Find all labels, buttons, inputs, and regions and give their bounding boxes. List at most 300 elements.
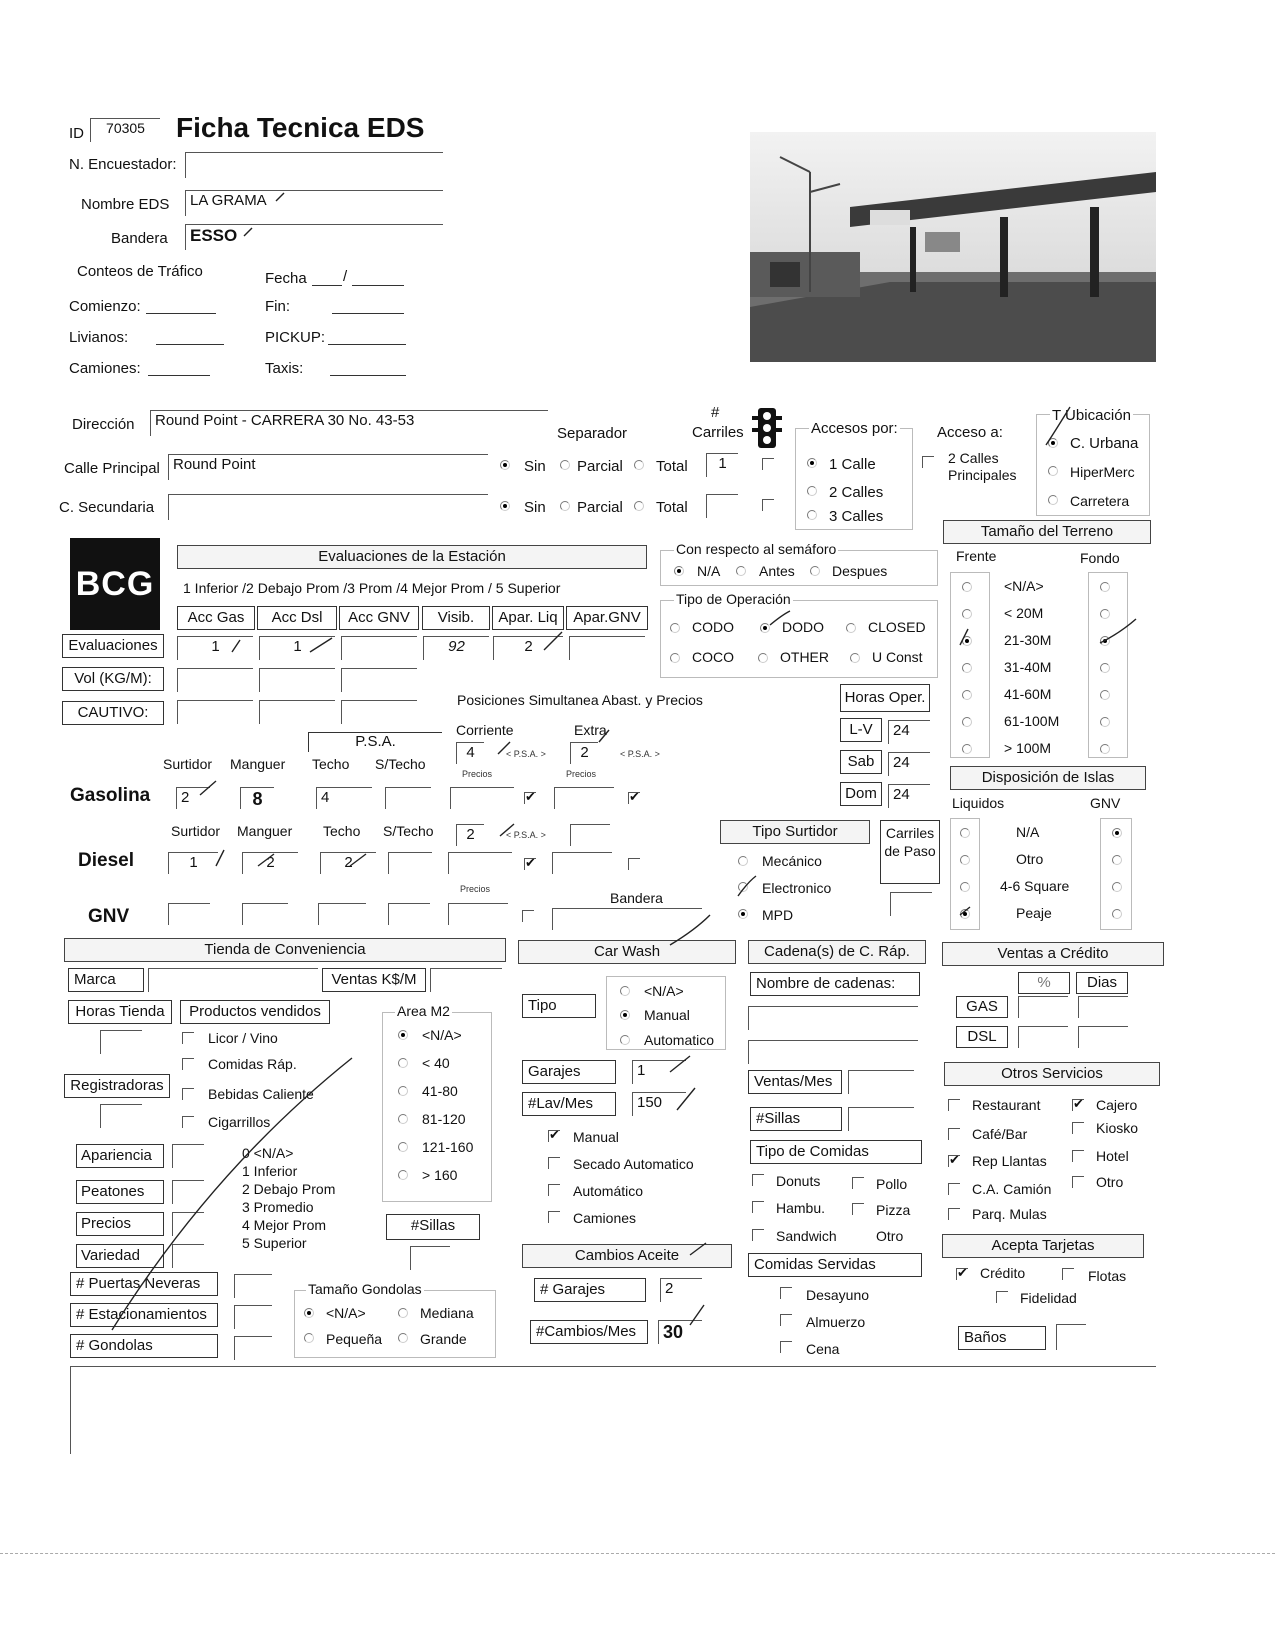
- puertas-label: # Puertas Neveras: [70, 1272, 218, 1296]
- tienda-eval-field-1[interactable]: [172, 1180, 204, 1204]
- sep-total-label-2: Total: [656, 499, 688, 516]
- puertas-field[interactable]: [234, 1274, 272, 1298]
- gondola-grande-radio[interactable]: [398, 1333, 408, 1343]
- tarjeta-fidelidad-check[interactable]: [996, 1291, 1008, 1303]
- tienda-eval-label-0: Apariencia: [76, 1144, 164, 1168]
- col-acc-dsl: Acc Dsl: [257, 606, 337, 630]
- tienda-sillas-field[interactable]: [410, 1246, 450, 1270]
- comida-check-4[interactable]: [752, 1229, 764, 1241]
- carwash-na-label: <N/A>: [644, 983, 684, 999]
- tienda-scale-1: 1 Inferior: [242, 1163, 298, 1179]
- aceite-garajes-field[interactable]: 2: [660, 1278, 702, 1302]
- calle-secundaria-label: C. Secundaria: [59, 499, 155, 516]
- acceso-a-check[interactable]: [922, 456, 934, 468]
- gondolas-size-title: Tamaño Gondolas: [308, 1281, 422, 1297]
- otros-label-5: Hotel: [1096, 1148, 1129, 1164]
- sep-parcial-label: Parcial: [577, 458, 623, 475]
- direccion-label: Dirección: [72, 416, 135, 433]
- otros-check-1[interactable]: [1072, 1099, 1084, 1111]
- op-uconst-radio[interactable]: [850, 653, 860, 663]
- area-title: Area M2: [397, 1003, 450, 1019]
- gas-extra-check[interactable]: [628, 792, 640, 804]
- area-option-1: < 40: [422, 1055, 450, 1071]
- otros-check-6[interactable]: [948, 1183, 960, 1195]
- cautivo-gnv-field[interactable]: [341, 700, 417, 724]
- estacionamientos-field[interactable]: [234, 1305, 272, 1329]
- op-dodo-label: DODO: [782, 619, 824, 635]
- aceite-cambios-label: #Cambios/Mes: [530, 1320, 648, 1344]
- tarjeta-credito-label: Crédito: [980, 1265, 1026, 1281]
- corriente-psa-field[interactable]: 4: [456, 742, 484, 764]
- otros-label-6: C.A. Camión: [972, 1181, 1052, 1197]
- gnv-precio-check[interactable]: [522, 910, 534, 922]
- gas-techo-field[interactable]: 4: [316, 787, 372, 809]
- credito-dsl-pct-field[interactable]: [1018, 1026, 1068, 1048]
- id-field[interactable]: 70305: [90, 118, 160, 142]
- islas-gnv-label: GNV: [1090, 795, 1121, 811]
- sep-secundaria-sin-radio[interactable]: [500, 501, 510, 511]
- terreno-frente-radio-1[interactable]: [962, 609, 972, 619]
- gondolas-label: # Gondolas: [70, 1334, 218, 1358]
- servida-label-1: Almuerzo: [806, 1314, 866, 1330]
- nombre-eds-label: Nombre EDS: [81, 196, 170, 213]
- bandera-label: Bandera: [111, 230, 168, 247]
- acceso-1calle-radio[interactable]: [807, 458, 817, 468]
- producto-check-0[interactable]: [182, 1032, 194, 1044]
- cadenas-title: Cadena(s) de C. Ráp.: [748, 940, 926, 964]
- cadenas-sillas-field[interactable]: [848, 1107, 914, 1131]
- ubicacion-urbana-label: C. Urbana: [1070, 435, 1139, 452]
- sep-secundaria-parcial-radio[interactable]: [560, 501, 570, 511]
- carriles-secundaria-field[interactable]: [706, 494, 738, 518]
- gas-precio-extra-field[interactable]: [554, 787, 614, 809]
- livianos-label: Livianos:: [69, 329, 129, 346]
- gondolas-field[interactable]: [234, 1336, 272, 1360]
- registradoras-label: Registradoras: [64, 1074, 170, 1098]
- gondolas-size-group: [294, 1290, 496, 1358]
- horas-sab-field[interactable]: 24: [888, 752, 930, 776]
- carriles-principal-check[interactable]: [762, 458, 774, 470]
- cautivo-gas-field[interactable]: [177, 700, 253, 724]
- ubicacion-title: T Ubicación: [1052, 407, 1131, 424]
- dsl-techo-field[interactable]: 2: [320, 852, 376, 874]
- servida-check-2[interactable]: [780, 1341, 792, 1353]
- nombre-eds-field[interactable]: LA GRAMA: [185, 190, 443, 216]
- tienda-eval-field-3[interactable]: [172, 1244, 204, 1268]
- otros-label-7: Otro: [1096, 1174, 1124, 1190]
- ubicacion-urbana-radio[interactable]: [1048, 438, 1058, 448]
- extra-psa-label: < P.S.A. >: [620, 749, 660, 759]
- tienda-scale-4: 4 Mejor Prom: [242, 1217, 327, 1233]
- cadenas-nombre-field-1[interactable]: [748, 1006, 918, 1030]
- terreno-fondo-radio-4[interactable]: [1100, 690, 1110, 700]
- tarjeta-fidelidad-label: Fidelidad: [1020, 1290, 1077, 1306]
- carwash-auto-radio[interactable]: [620, 1035, 630, 1045]
- terreno-fondo-radio-3[interactable]: [1100, 663, 1110, 673]
- islas-gnv-radio-1[interactable]: [1112, 855, 1122, 865]
- tarjeta-flotas-check[interactable]: [1062, 1268, 1074, 1280]
- horas-dom-field[interactable]: 24: [888, 784, 930, 808]
- credito-gas-pct-field[interactable]: [1018, 996, 1068, 1018]
- dsl-surtidor-field[interactable]: 1: [168, 852, 218, 874]
- producto-check-2[interactable]: [182, 1088, 194, 1100]
- tarjeta-credito-check[interactable]: [956, 1268, 968, 1280]
- credito-pct-label: %: [1018, 972, 1070, 994]
- producto-label-2: Bebidas Caliente: [208, 1086, 314, 1102]
- islas-liq-radio-3[interactable]: [960, 909, 970, 919]
- gnv-precio-field[interactable]: [448, 903, 508, 925]
- diesel-psa-field[interactable]: 2: [456, 824, 484, 846]
- gondola-pequena-radio[interactable]: [304, 1333, 314, 1343]
- terreno-frente-radio-4[interactable]: [962, 690, 972, 700]
- otros-check-5[interactable]: [1072, 1150, 1084, 1162]
- sep-principal-parcial-radio[interactable]: [560, 460, 570, 470]
- terreno-frente-radio-3[interactable]: [962, 663, 972, 673]
- acceso-1calle-label: 1 Calle: [829, 456, 876, 473]
- tarjeta-flotas-label: Flotas: [1088, 1268, 1127, 1284]
- surtidor-electronico-label: Electronico: [762, 880, 832, 896]
- dsl-manguer-field[interactable]: 2: [242, 852, 298, 874]
- posiciones-title: Posiciones Simultanea Abast. y Precios: [457, 692, 703, 708]
- eval-visib-field[interactable]: 92: [423, 636, 489, 660]
- servida-label-0: Desayuno: [806, 1287, 870, 1303]
- acceso-3calles-radio[interactable]: [807, 510, 817, 520]
- pickup-label: PICKUP:: [265, 329, 326, 346]
- area-radio-5[interactable]: [398, 1170, 408, 1180]
- cadenas-ventas-field[interactable]: [848, 1070, 914, 1094]
- otros-label-1: Cajero: [1096, 1097, 1138, 1113]
- islas-gnv-radio-2[interactable]: [1112, 882, 1122, 892]
- comida-check-3[interactable]: [852, 1203, 864, 1215]
- carriles-principal-field[interactable]: 1: [706, 453, 738, 477]
- semaforo-antes-radio[interactable]: [736, 566, 746, 576]
- calle-principal-label: Calle Principal: [64, 460, 160, 477]
- servida-check-0[interactable]: [780, 1287, 792, 1299]
- comida-check-0[interactable]: [752, 1174, 764, 1186]
- islas-gnv-radio-3[interactable]: [1112, 909, 1122, 919]
- tienda-eval-field-0[interactable]: [172, 1144, 204, 1168]
- terreno-fondo-label: Fondo: [1080, 550, 1120, 566]
- banos-field[interactable]: [1056, 1324, 1086, 1350]
- credito-title: Ventas a Crédito: [942, 942, 1164, 966]
- ubicacion-carretera-radio[interactable]: [1048, 495, 1058, 505]
- gasolina-label: Gasolina: [70, 785, 151, 806]
- terreno-option-1: < 20M: [1004, 605, 1044, 621]
- cadenas-nombre-field-2[interactable]: [748, 1040, 918, 1064]
- gas-corriente-check[interactable]: [524, 792, 536, 804]
- lav-mes-field[interactable]: 150: [632, 1092, 686, 1116]
- terreno-option-5: 61-100M: [1004, 713, 1060, 729]
- gnv-surtidor-field[interactable]: [168, 903, 210, 925]
- carwash-service-label-0: Manual: [573, 1129, 619, 1145]
- carwash-service-check-3[interactable]: [548, 1211, 560, 1223]
- semaforo-despues-label: Despues: [832, 563, 888, 579]
- area-option-4: 121-160: [422, 1139, 474, 1155]
- horas-dom-label: Dom: [840, 782, 882, 806]
- comida-label-4: Sandwich: [776, 1228, 837, 1244]
- otros-label-0: Restaurant: [972, 1097, 1041, 1113]
- eval-apar-liq-field[interactable]: 2: [493, 636, 563, 660]
- aceite-cambios-field[interactable]: 30: [658, 1320, 702, 1344]
- direccion-field[interactable]: Round Point - CARRERA 30 No. 43-53: [150, 410, 548, 436]
- terreno-option-4: 41-60M: [1004, 686, 1052, 702]
- terreno-fondo-radio-5[interactable]: [1100, 717, 1110, 727]
- garajes-label: Garajes: [522, 1060, 616, 1084]
- gas-stecho-col: S/Techo: [375, 756, 426, 772]
- evaluaciones-title: Evaluaciones de la Estación: [177, 545, 647, 569]
- islas-liq-radio-0[interactable]: [960, 828, 970, 838]
- gas-precio-corriente-field[interactable]: [450, 787, 514, 809]
- ubicacion-hipermerc-radio[interactable]: [1048, 466, 1058, 476]
- gas-techo-col: Techo: [312, 756, 350, 772]
- producto-label-3: Cigarrillos: [208, 1114, 271, 1130]
- carwash-manual-radio[interactable]: [620, 1010, 630, 1020]
- calle-secundaria-field[interactable]: [168, 494, 488, 520]
- otros-check-8[interactable]: [948, 1208, 960, 1220]
- row-vol: Vol (KG/M):: [62, 667, 164, 691]
- eval-acc-gnv-field[interactable]: [341, 636, 417, 660]
- op-other-label: OTHER: [780, 649, 829, 665]
- terreno-option-3: 31-40M: [1004, 659, 1052, 675]
- terreno-frente-radio-6[interactable]: [962, 744, 972, 754]
- carriles-secundaria-check[interactable]: [762, 499, 774, 511]
- carwash-service-label-1: Secado Automatico: [573, 1156, 694, 1172]
- area-option-0: <N/A>: [422, 1027, 462, 1043]
- dsl-precio2-check[interactable]: [628, 858, 640, 870]
- islas-title: Disposición de Islas: [950, 766, 1146, 790]
- eval-acc-dsl-field[interactable]: 1: [259, 636, 335, 660]
- credito-gas-dias-field[interactable]: [1078, 996, 1128, 1018]
- vol-gnv-field[interactable]: [341, 668, 417, 692]
- eval-acc-gas-field[interactable]: 1: [177, 636, 253, 660]
- extra-label: Extra: [574, 722, 607, 738]
- carwash-tipo-label: Tipo: [522, 994, 596, 1018]
- op-other-radio[interactable]: [758, 653, 768, 663]
- terreno-option-0: <N/A>: [1004, 578, 1044, 594]
- lav-mes-label: #Lav/Mes: [522, 1092, 616, 1116]
- credito-dsl-label: DSL: [956, 1026, 1008, 1048]
- tienda-sillas-label: #Sillas: [386, 1214, 480, 1240]
- surtidor-mecanico-radio[interactable]: [738, 856, 748, 866]
- carwash-service-check-1[interactable]: [548, 1157, 560, 1169]
- extra-psa-field[interactable]: 2: [570, 742, 598, 764]
- tienda-eval-label-1: Peatones: [76, 1180, 164, 1204]
- encuestador-field[interactable]: [185, 152, 443, 178]
- fuel-bandera-field[interactable]: [552, 908, 702, 930]
- otros-title: Otros Servicios: [944, 1062, 1160, 1086]
- corriente-psa-label: < P.S.A. >: [506, 749, 546, 759]
- comida-check-2[interactable]: [752, 1201, 764, 1213]
- operacion-title: Tipo de Operación: [676, 591, 791, 607]
- horas-lv-label: L-V: [840, 718, 882, 742]
- area-radio-1[interactable]: [398, 1058, 408, 1068]
- tarjetas-title: Acepta Tarjetas: [942, 1234, 1144, 1258]
- otros-check-2[interactable]: [948, 1128, 960, 1140]
- id-label: ID: [69, 125, 84, 142]
- terreno-frente-radio-5[interactable]: [962, 717, 972, 727]
- gnv-label: GNV: [88, 906, 130, 927]
- carriles-paso-field[interactable]: [890, 892, 932, 916]
- evaluaciones-scale: 1 Inferior /2 Debajo Prom /3 Prom /4 Mejor Prom / 5 Superior: [183, 580, 561, 596]
- op-dodo-radio[interactable]: [760, 623, 770, 633]
- separador-label: Separador: [557, 425, 628, 442]
- terreno-fondo-radio-6[interactable]: [1100, 744, 1110, 754]
- traffic-light-icon: [752, 408, 782, 448]
- gas-surtidor-col: Surtidor: [163, 756, 213, 772]
- surtidor-title: Tipo Surtidor: [720, 820, 870, 844]
- area-option-3: 81-120: [422, 1111, 466, 1127]
- gondola-grande-label: Grande: [420, 1331, 467, 1347]
- semaforo-na-radio[interactable]: [674, 566, 684, 576]
- otros-check-0[interactable]: [948, 1099, 960, 1111]
- gas-stecho-field[interactable]: [385, 787, 431, 809]
- bcg-logo: BCG: [70, 538, 160, 630]
- op-codo-radio[interactable]: [670, 623, 680, 633]
- cautivo-dsl-field[interactable]: [259, 700, 335, 724]
- op-closed-label: CLOSED: [868, 619, 926, 635]
- horas-tienda-field[interactable]: [100, 1030, 142, 1054]
- carwash-service-check-0[interactable]: [548, 1130, 560, 1142]
- fecha-label: Fecha: [265, 270, 307, 287]
- diesel-label: Diesel: [78, 850, 134, 871]
- carwash-service-label-3: Camiones: [573, 1210, 637, 1226]
- acceso-3calles-label: 3 Calles: [829, 508, 884, 525]
- row-evaluaciones: Evaluaciones: [62, 634, 164, 658]
- calle-principal-field[interactable]: Round Point: [168, 454, 488, 480]
- sep-secundaria-total-radio[interactable]: [634, 501, 644, 511]
- producto-check-1[interactable]: [182, 1058, 194, 1070]
- fuel-bandera-label: Bandera: [610, 890, 663, 906]
- surtidor-mpd-radio[interactable]: [738, 909, 748, 919]
- gondola-na-radio[interactable]: [304, 1308, 314, 1318]
- area-radio-3[interactable]: [398, 1114, 408, 1124]
- tienda-scale-0: 0 <N/A>: [242, 1145, 294, 1161]
- tienda-title: Tienda de Conveniencia: [64, 938, 506, 962]
- semaforo-title: Con respecto al semáforo: [676, 541, 837, 557]
- op-uconst-label: U Const: [872, 649, 923, 665]
- dsl-precio2-field[interactable]: [552, 852, 612, 874]
- camiones-label: Camiones:: [69, 360, 141, 377]
- estacionamientos-label: # Estacionamientos: [70, 1303, 218, 1327]
- carriles-paso-label: Carriles de Paso: [880, 820, 940, 884]
- dsl-precio-check[interactable]: [524, 858, 536, 870]
- sep-principal-sin-radio[interactable]: [500, 460, 510, 470]
- acceso-2calles-radio[interactable]: [807, 486, 817, 496]
- dsl-stecho-field[interactable]: [388, 852, 432, 874]
- gondola-mediana-radio[interactable]: [398, 1308, 408, 1318]
- gnv-techo-field[interactable]: [318, 903, 366, 925]
- semaforo-despues-radio[interactable]: [810, 566, 820, 576]
- tienda-eval-label-3: Variedad: [76, 1244, 164, 1268]
- col-acc-gnv: Acc GNV: [339, 606, 419, 630]
- psa-header: P.S.A.: [308, 732, 442, 752]
- terreno-frente-radio-0[interactable]: [962, 582, 972, 592]
- otros-check-7[interactable]: [1072, 1176, 1084, 1188]
- gas-surtidor-field[interactable]: 2: [176, 787, 210, 809]
- diesel-psa-label: < P.S.A. >: [506, 830, 546, 840]
- tienda-scale-3: 3 Promedio: [242, 1199, 314, 1215]
- acceso-2calles-label: 2 Calles: [829, 484, 884, 501]
- gas-manguer-field[interactable]: 8: [240, 787, 274, 809]
- marca-field[interactable]: [148, 968, 318, 992]
- comida-check-1[interactable]: [852, 1177, 864, 1189]
- area-option-5: > 160: [422, 1167, 458, 1183]
- area-radio-0[interactable]: [398, 1030, 408, 1040]
- op-coco-radio[interactable]: [670, 653, 680, 663]
- gondola-na-label: <N/A>: [326, 1305, 366, 1321]
- area-radio-4[interactable]: [398, 1142, 408, 1152]
- horas-tienda-label: Horas Tienda: [68, 1000, 172, 1024]
- cadenas-ventas-label: Ventas/Mes: [748, 1070, 842, 1094]
- gnv-stecho-field[interactable]: [388, 903, 430, 925]
- gnv-manguer-field[interactable]: [242, 903, 288, 925]
- producto-check-3[interactable]: [182, 1116, 194, 1128]
- otros-check-4[interactable]: [948, 1155, 960, 1167]
- aceite-title: Cambios Aceite: [522, 1244, 732, 1268]
- dsl-stecho-col: S/Techo: [383, 823, 434, 839]
- registradoras-field[interactable]: [100, 1104, 142, 1128]
- comida-label-5: Otro: [876, 1228, 904, 1244]
- accesos-title: Accesos por:: [811, 420, 898, 437]
- credito-dsl-dias-field[interactable]: [1078, 1026, 1128, 1048]
- carwash-manual-label: Manual: [644, 1007, 690, 1023]
- vol-gas-field[interactable]: [177, 668, 253, 692]
- islas-liq-radio-2[interactable]: [960, 882, 970, 892]
- islas-gnv-radio-0[interactable]: [1112, 828, 1122, 838]
- terreno-option-2: 21-30M: [1004, 632, 1052, 648]
- terreno-fondo-radio-1[interactable]: [1100, 609, 1110, 619]
- terreno-fondo-radio-0[interactable]: [1100, 582, 1110, 592]
- bandera-field[interactable]: ESSO: [185, 224, 443, 250]
- otros-check-3[interactable]: [1072, 1122, 1084, 1134]
- terreno-frente-radio-2[interactable]: [962, 636, 972, 646]
- servida-check-1[interactable]: [780, 1314, 792, 1326]
- eval-apar-gnv-field[interactable]: [569, 636, 645, 660]
- vol-dsl-field[interactable]: [259, 668, 335, 692]
- otros-label-4: Rep Llantas: [972, 1153, 1047, 1169]
- semaforo-na-label: N/A: [697, 563, 721, 579]
- tienda-eval-field-2[interactable]: [172, 1212, 204, 1236]
- notes-field[interactable]: [70, 1366, 1156, 1454]
- marca-label: Marca: [68, 968, 144, 992]
- islas-liq-radio-1[interactable]: [960, 855, 970, 865]
- horas-lv-field[interactable]: 24: [888, 720, 930, 744]
- diesel-psa-extra-field[interactable]: [570, 824, 610, 846]
- carwash-service-check-2[interactable]: [548, 1184, 560, 1196]
- garajes-field[interactable]: 1: [632, 1060, 686, 1084]
- carwash-na-radio[interactable]: [620, 986, 630, 996]
- fin-label: Fin:: [265, 298, 291, 315]
- aceite-garajes-label: # Garajes: [534, 1278, 646, 1302]
- col-apar-gnv: Apar.GNV: [566, 606, 648, 630]
- cadenas-nombre-label: Nombre de cadenas:: [750, 972, 920, 996]
- servida-label-2: Cena: [806, 1341, 840, 1357]
- ventas-tienda-field[interactable]: [430, 968, 502, 992]
- carriles-label: Carriles: [692, 424, 744, 441]
- sep-parcial-label-2: Parcial: [577, 499, 623, 516]
- islas-option-2: 4-6 Square: [1000, 878, 1070, 894]
- dsl-precio-field[interactable]: [448, 852, 512, 874]
- tienda-scale-2: 2 Debajo Prom: [242, 1181, 336, 1197]
- taxis-label: Taxis:: [265, 360, 304, 377]
- comida-label-0: Donuts: [776, 1173, 821, 1189]
- terreno-fondo-radio-2[interactable]: [1100, 636, 1110, 646]
- op-closed-radio[interactable]: [846, 623, 856, 633]
- surtidor-mecanico-label: Mecánico: [762, 853, 822, 869]
- area-radio-2[interactable]: [398, 1086, 408, 1096]
- sep-principal-total-radio[interactable]: [634, 460, 644, 470]
- surtidor-electronico-radio[interactable]: [738, 882, 748, 892]
